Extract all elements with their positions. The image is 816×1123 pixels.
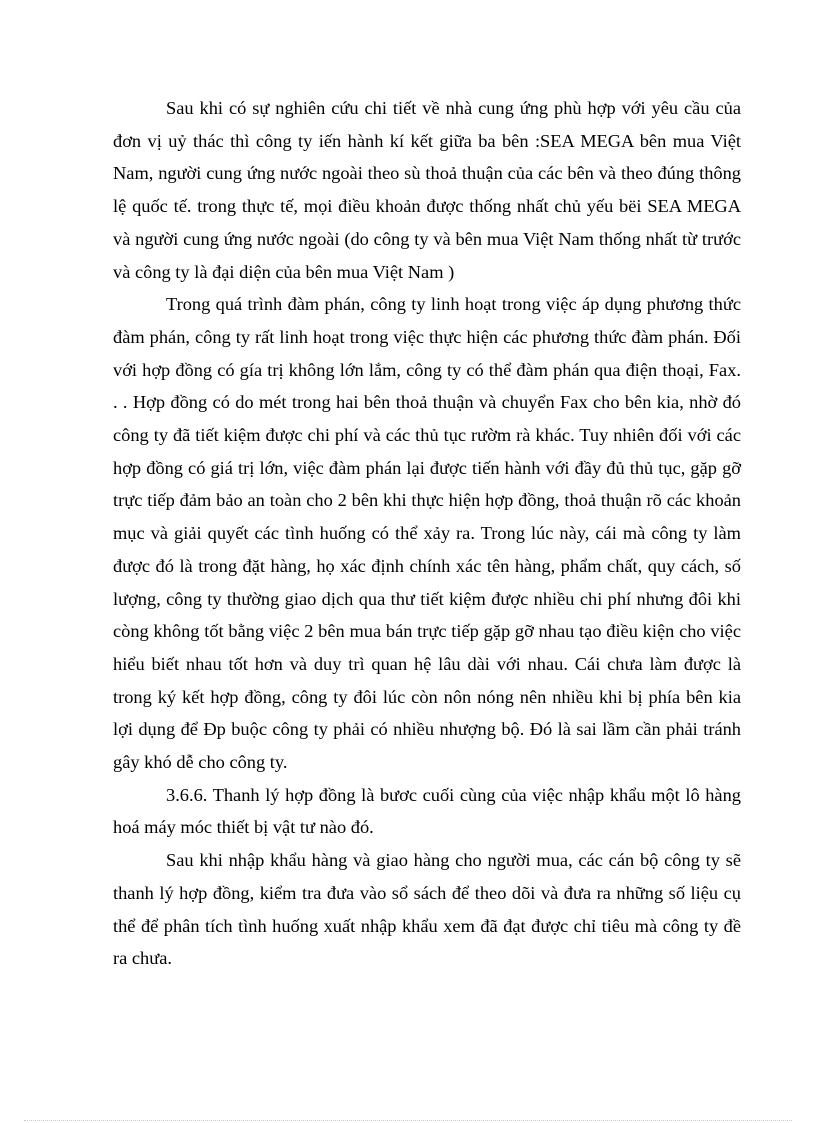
paragraph-negotiation: Trong quá trình đàm phán, công ty linh hoạt trong việc áp dụng phương thức đàm phán, công ty rất linh hoạt trong việc thực hiện các phương thức đàm phán. Đối với hợp đồng có gía trị không lớn lắm, công ty có thể đàm phán qua điện thoại, Fax. . . Hợp đồng có do mét trong hai bên thoả thuận và chuyển Fax cho bên kia, nhờ đó công ty đã tiết kiệm được chi phí và các thủ tục rườm rà khác. Tuy nhiên đối với các hợp đồng có giá trị lớn, việc đàm phán lại được tiến hành với đầy đủ thủ tục, gặp gỡ trực tiếp đảm bảo an toàn cho 2 bên khi thực hiện hợp đồng, thoả thuận rõ các khoản mục và giải quyết các tình huống có thể xảy ra. Trong lúc này, cái mà công ty làm được đó là trong đặt hàng, họ xác định chính xác tên hàng, phẩm chất, quy cách, số lượng, công ty thường giao dịch qua thư tiết kiệm được nhiều chi phí nhưng đôi khi còng không tốt bằng việc 2 bên mua bán trực tiếp gặp gỡ nhau tạo điều kiện cho việc hiểu biết nhau tốt hơn và duy trì quan hệ lâu dài với nhau. Cái chưa làm được là trong ký kết hợp đồng, công ty đôi lúc còn nôn nóng nên nhiều khi bị phía bên kia lợi dụng để Ðp buộc công ty phải có nhiều nhượng bộ. Đó là sai lầm cần phải tránh gây khó dễ cho công ty.: [113, 294, 741, 773]
paragraph-contract-liquidation-heading: 3.6.6. Thanh lý hợp đồng là bươc cuối cùng của việc nhập khẩu một lô hàng hoá máy móc thiết bị vật tư nào đó.: [113, 784, 741, 838]
page-bottom-divider: [24, 1120, 792, 1121]
paragraph-contract-signing: Sau khi có sự nghiên cứu chi tiết về nhà cung ứng phù hợp với yêu cầu của đơn vị uỷ thác thì công ty iến hành kí kết giữa ba bên :SEA MEGA bên mua Việt Nam, người cung ứng nước ngoài theo sù thoả thuận của các bên và theo đúng thông lệ quốc tế. trong thực tế, mọi điều khoản được thống nhất chủ yếu bëi SEA MEGA và người cung ứng nước ngoài (do công ty và bên mua Việt Nam thống nhất từ trước và công ty là đại diện của bên mua Việt Nam ): [113, 98, 741, 282]
paragraph-contract-liquidation: Sau khi nhập khẩu hàng và giao hàng cho người mua, các cán bộ công ty sẽ thanh lý hợp đồng, kiểm tra đưa vào sổ sách để theo dõi và đưa ra những số liệu cụ thể để phân tích tình huống xuất nhập khẩu xem đã đạt được chỉ tiêu mà công ty đề ra chưa.: [113, 850, 741, 969]
document-body: [113, 92, 741, 975]
